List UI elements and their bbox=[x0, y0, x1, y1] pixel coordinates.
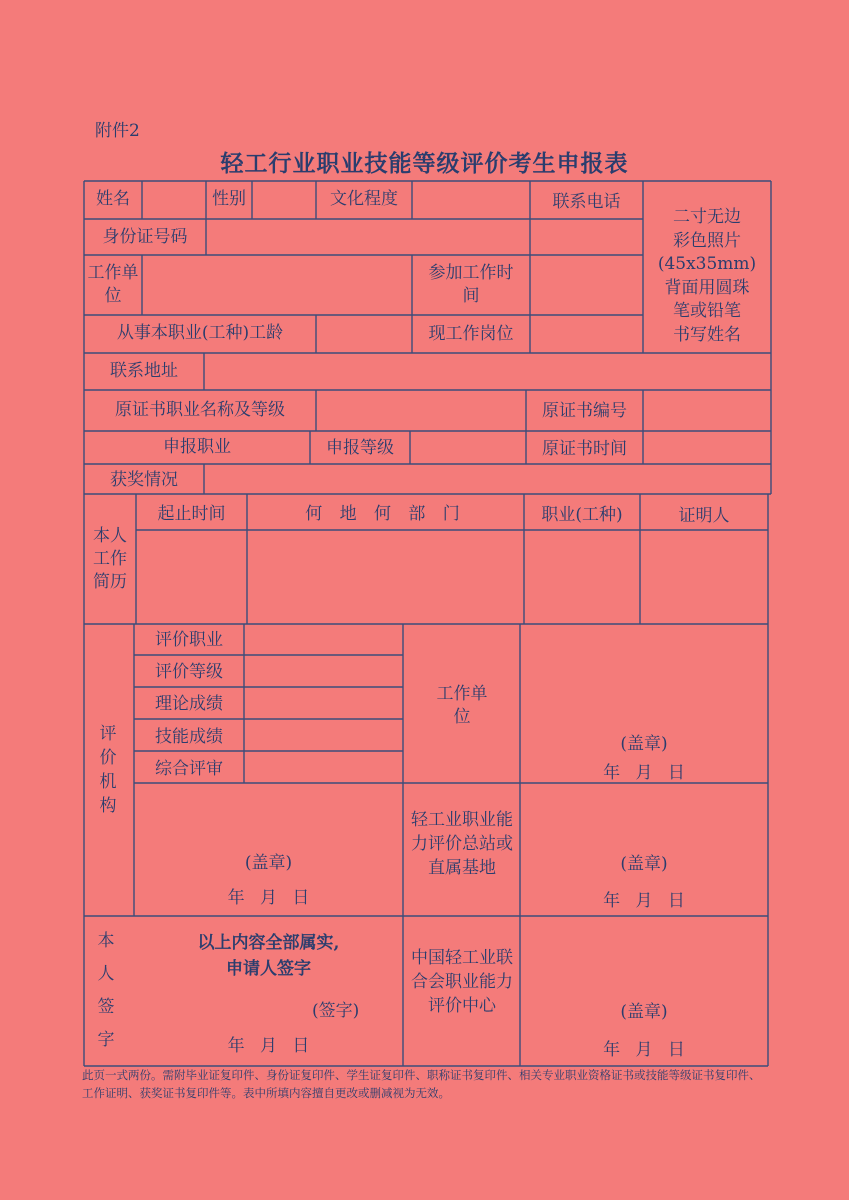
date-mark: 年 月 日 bbox=[603, 1040, 685, 1060]
gender-label: 性别 bbox=[212, 189, 246, 209]
current-post-label: 现工作岗位 bbox=[428, 324, 514, 344]
resume-occupation-header: 职业(工种) bbox=[541, 505, 623, 525]
date-mark: 年 月 日 bbox=[227, 1036, 310, 1056]
education-label: 文化程度 bbox=[330, 189, 398, 209]
work-unit-label: 工作单位 bbox=[87, 263, 139, 306]
signature-section-label: 本人签字 bbox=[97, 931, 115, 1050]
eval-work-unit-label: 工作单位 bbox=[436, 684, 488, 727]
applicant-sign-label: 申请人签字 bbox=[226, 959, 311, 979]
apply-level-label: 申报等级 bbox=[326, 438, 394, 458]
seal-mark: (盖章) bbox=[620, 734, 668, 754]
address-label: 联系地址 bbox=[110, 361, 178, 381]
photo-note-line: (45x35mm) bbox=[657, 254, 757, 274]
orig-cert-time-label: 原证书时间 bbox=[542, 439, 627, 459]
eval-row-label: 理论成绩 bbox=[155, 694, 223, 714]
photo-placeholder bbox=[645, 206, 769, 347]
awards-label: 获奖情况 bbox=[110, 470, 178, 490]
phone-label: 联系电话 bbox=[552, 192, 621, 212]
photo-note-line: 背面用圆珠 bbox=[664, 277, 750, 298]
eval-center-label: 中国轻工业联合会职业能力评价中心 bbox=[411, 948, 513, 1016]
attachment-label: 附件2 bbox=[95, 121, 140, 141]
photo-note-line: 二寸无边 bbox=[673, 207, 741, 227]
sign-mark: (签字) bbox=[312, 1001, 360, 1021]
date-mark: 年 月 日 bbox=[227, 888, 310, 908]
eval-row-label: 技能成绩 bbox=[155, 727, 223, 747]
eval-row-label: 评价等级 bbox=[155, 662, 223, 682]
footnote: 此页一式两份。需附毕业证复印件、身份证复印件、学生证复印件、职称证书复印件、相关专业职业资格证书或技能等级证书复印件、工作证明、获奖证书复印件等。表中所填内容擅自更改或删减视为无效。 bbox=[82, 1068, 761, 1100]
date-mark: 年 月 日 bbox=[603, 891, 685, 911]
evaluation-section-label: 评价机构 bbox=[99, 724, 117, 816]
orig-cert-name-label: 原证书职业名称及等级 bbox=[115, 400, 285, 420]
declaration-text: 以上内容全部属实, bbox=[197, 933, 340, 953]
start-time-label: 参加工作时间 bbox=[428, 263, 514, 306]
resume-section-label: 本人工作简历 bbox=[93, 526, 127, 592]
orig-cert-no-label: 原证书编号 bbox=[542, 401, 627, 421]
eval-hq-label: 轻工业职业能力评价总站或直属基地 bbox=[411, 810, 513, 878]
apply-occupation-label: 申报职业 bbox=[163, 437, 231, 457]
eval-row-label: 综合评审 bbox=[155, 759, 223, 779]
photo-note-line: 笔或铅笔 bbox=[673, 301, 741, 321]
seal-mark: (盖章) bbox=[620, 854, 668, 874]
seal-mark: (盖章) bbox=[620, 1002, 668, 1022]
date-mark: 年 月 日 bbox=[603, 763, 685, 783]
resume-witness-header: 证明人 bbox=[678, 506, 730, 526]
eval-row-label: 评价职业 bbox=[155, 630, 223, 650]
form-title: 轻工行业职业技能等级评价考生申报表 bbox=[220, 150, 629, 177]
id-number-label: 身份证号码 bbox=[102, 227, 188, 247]
seal-mark: (盖章) bbox=[244, 853, 293, 873]
seniority-label: 从事本职业(工种)工龄 bbox=[116, 323, 284, 343]
resume-where-header: 何 地 何 部 门 bbox=[305, 504, 466, 524]
photo-note-line: 彩色照片 bbox=[673, 230, 741, 251]
name-label: 姓名 bbox=[96, 189, 130, 209]
resume-period-header: 起止时间 bbox=[157, 504, 226, 524]
photo-note-line: 书写姓名 bbox=[673, 324, 741, 345]
